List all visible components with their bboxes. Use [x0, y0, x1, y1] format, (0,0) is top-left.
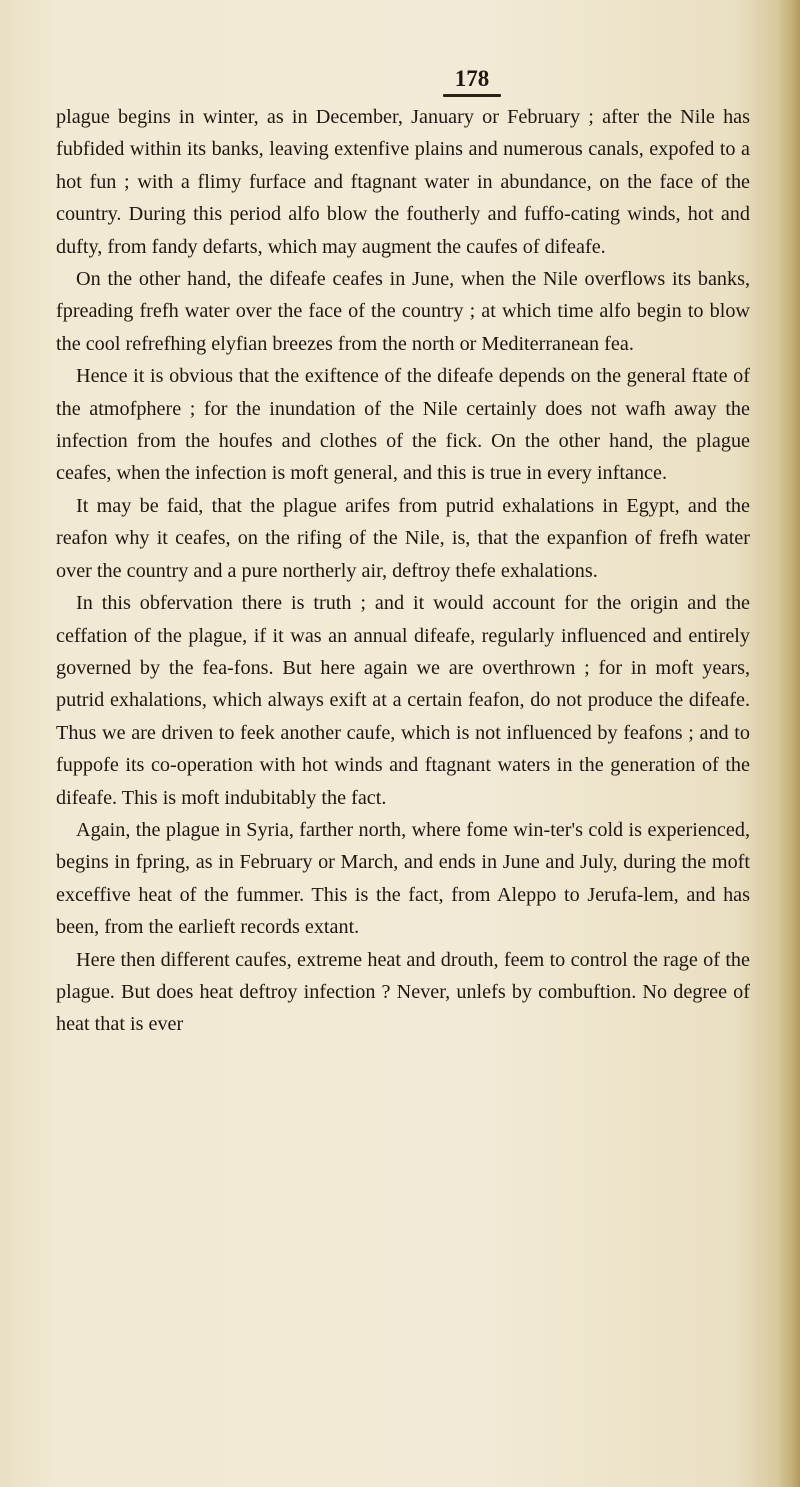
header-rule [443, 94, 501, 97]
page-number: 178 [454, 66, 490, 91]
paragraph: In this obfervation there is truth ; and it would account for the origin and the ceffation of the plague, if it was an annual difeafe, regularly influenced and entirely governed by the fea-fons. But here again we are overthrown ; for in moft years, putrid exhalations, which always exift at a certain feafon, do not produce the difeafe. Thus we are driven to feek another caufe, which is not influenced by feafons ; and to fuppofe its co-operation with hot winds and ftagnant waters in the generation of the difeafe. This is moft indubitably the fact. [56, 592, 750, 809]
paragraph: Here then different caufes, extreme heat and drouth, feem to control the rage of the plague. But does heat deftroy infection ? Never, unlefs by combuftion. No degree of heat that is ever [56, 948, 750, 1036]
page-header [432, 66, 512, 97]
page-edge-stain [778, 0, 800, 1487]
paragraph: On the other hand, the difeafe ceafes in June, when the Nile overflows its banks, fpreading frefh water over the face of the country ; at which time alfo begin to blow the cool refrefhing elyfian breezes from the north or Mediterranean fea. [56, 268, 750, 355]
body-text [56, 101, 750, 1041]
paragraph: Again, the plague in Syria, farther north, where fome win-ter's cold is experienced, begins in fpring, as in February or March, and ends in June and July, during the moft exceffive heat of the fummer. This is the fact, from Aleppo to Jerufa-lem, and has been, from the earlieft records extant. [56, 818, 750, 939]
paragraph: It may be faid, that the plague arifes from putrid exhalations in Egypt, and the reafon why it ceafes, on the rifing of the Nile, is, that the expanfion of frefh water over the country and a pure northerly air, deftroy thefe exhalations. [56, 494, 750, 582]
paragraph: Hence it is obvious that the exiftence of the difeafe depends on the general ftate of the atmofphere ; for the inundation of the Nile certainly does not wafh away the infection from the houfes and clothes of the fick. On the other hand, the plague ceafes, when the infection is moft general, and this is true in every inftance. [56, 365, 750, 485]
paragraph: plague begins in winter, as in December, January or February ; after the Nile has fubfided within its banks, leaving extenfive plains and numerous canals, expofed to a hot fun ; with a flimy furface and ftagnant water in abundance, on the face of the country. During this period alfo blow the foutherly and fuffo-cating winds, hot and dufty, from fandy defarts, which may augment the caufes of difeafe. [56, 106, 750, 258]
